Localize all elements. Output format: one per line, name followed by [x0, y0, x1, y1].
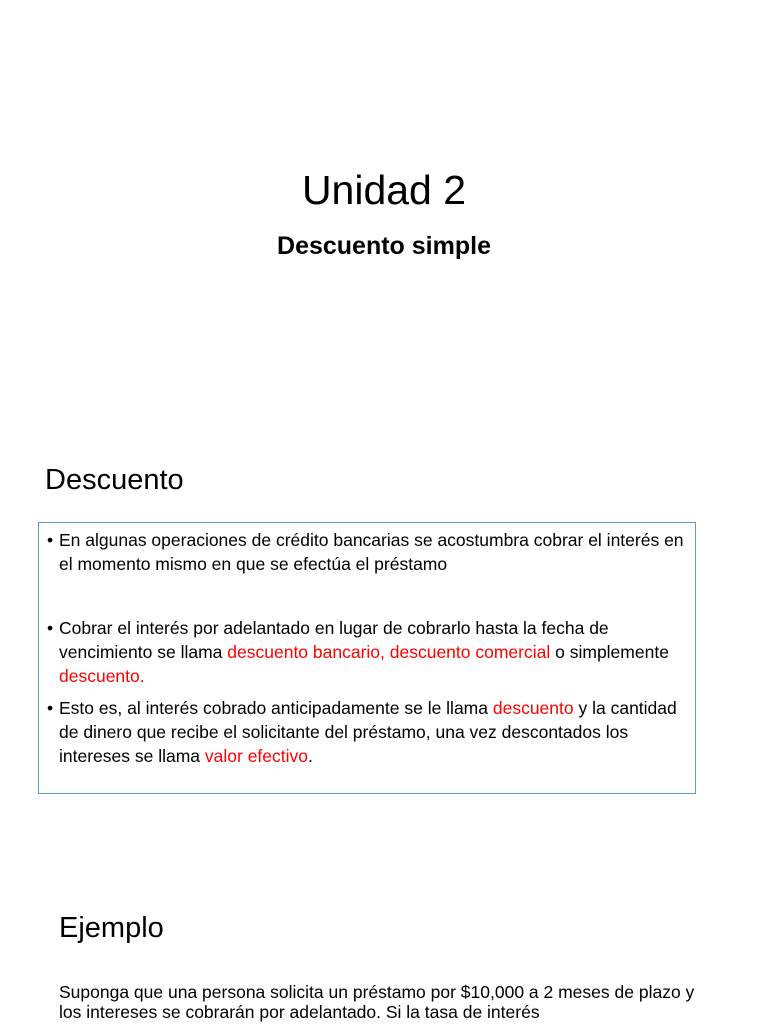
bullet-item [47, 696, 687, 768]
bullet-text: Esto es, al interés cobrado anticipadamente se le llama [59, 698, 493, 718]
bullet-text: o simplemente [550, 642, 669, 662]
bullet-text: . [308, 746, 313, 766]
slide-subtitle: Descuento simple [277, 232, 491, 260]
bullet-marker: • [47, 618, 54, 638]
highlight-term: descuento. [59, 666, 145, 686]
slide-title [0, 0, 768, 432]
bullet-text: En algunas operaciones de crédito bancarias se acostumbra cobrar el interés en el momento mismo en que se efectúa el préstamo [59, 530, 684, 574]
highlight-term: descuento [492, 698, 574, 718]
bullet-item [47, 528, 687, 576]
slide-descuento [0, 432, 768, 864]
example-paragraph: Suponga que una persona solicita un préstamo por $10,000 a 2 meses de plazo y los intereses se cobrarán por adelantado. Si la tasa de interés [59, 982, 695, 1022]
bullet-text: y la cantidad de dinero que recibe el solicitante del préstamo, una vez descontados los intereses se llama [59, 698, 677, 766]
bullet-marker: • [47, 698, 54, 718]
bullet-marker: • [47, 530, 54, 550]
highlight-term: valor efectivo [204, 746, 309, 766]
bullet-box [38, 522, 696, 794]
slide-heading: Descuento [45, 464, 184, 496]
slide-ejemplo [0, 864, 768, 1024]
bullet-item [47, 616, 687, 688]
bullet-text: Cobrar el interés por adelantado en lugar de cobrarlo hasta la fecha de vencimiento se llama [59, 618, 609, 662]
highlight-term: descuento bancario, descuento comercial [227, 642, 551, 662]
slide-title-heading: Unidad 2 [301, 167, 467, 213]
slide-heading: Ejemplo [59, 912, 164, 944]
bullet-list [47, 528, 687, 768]
